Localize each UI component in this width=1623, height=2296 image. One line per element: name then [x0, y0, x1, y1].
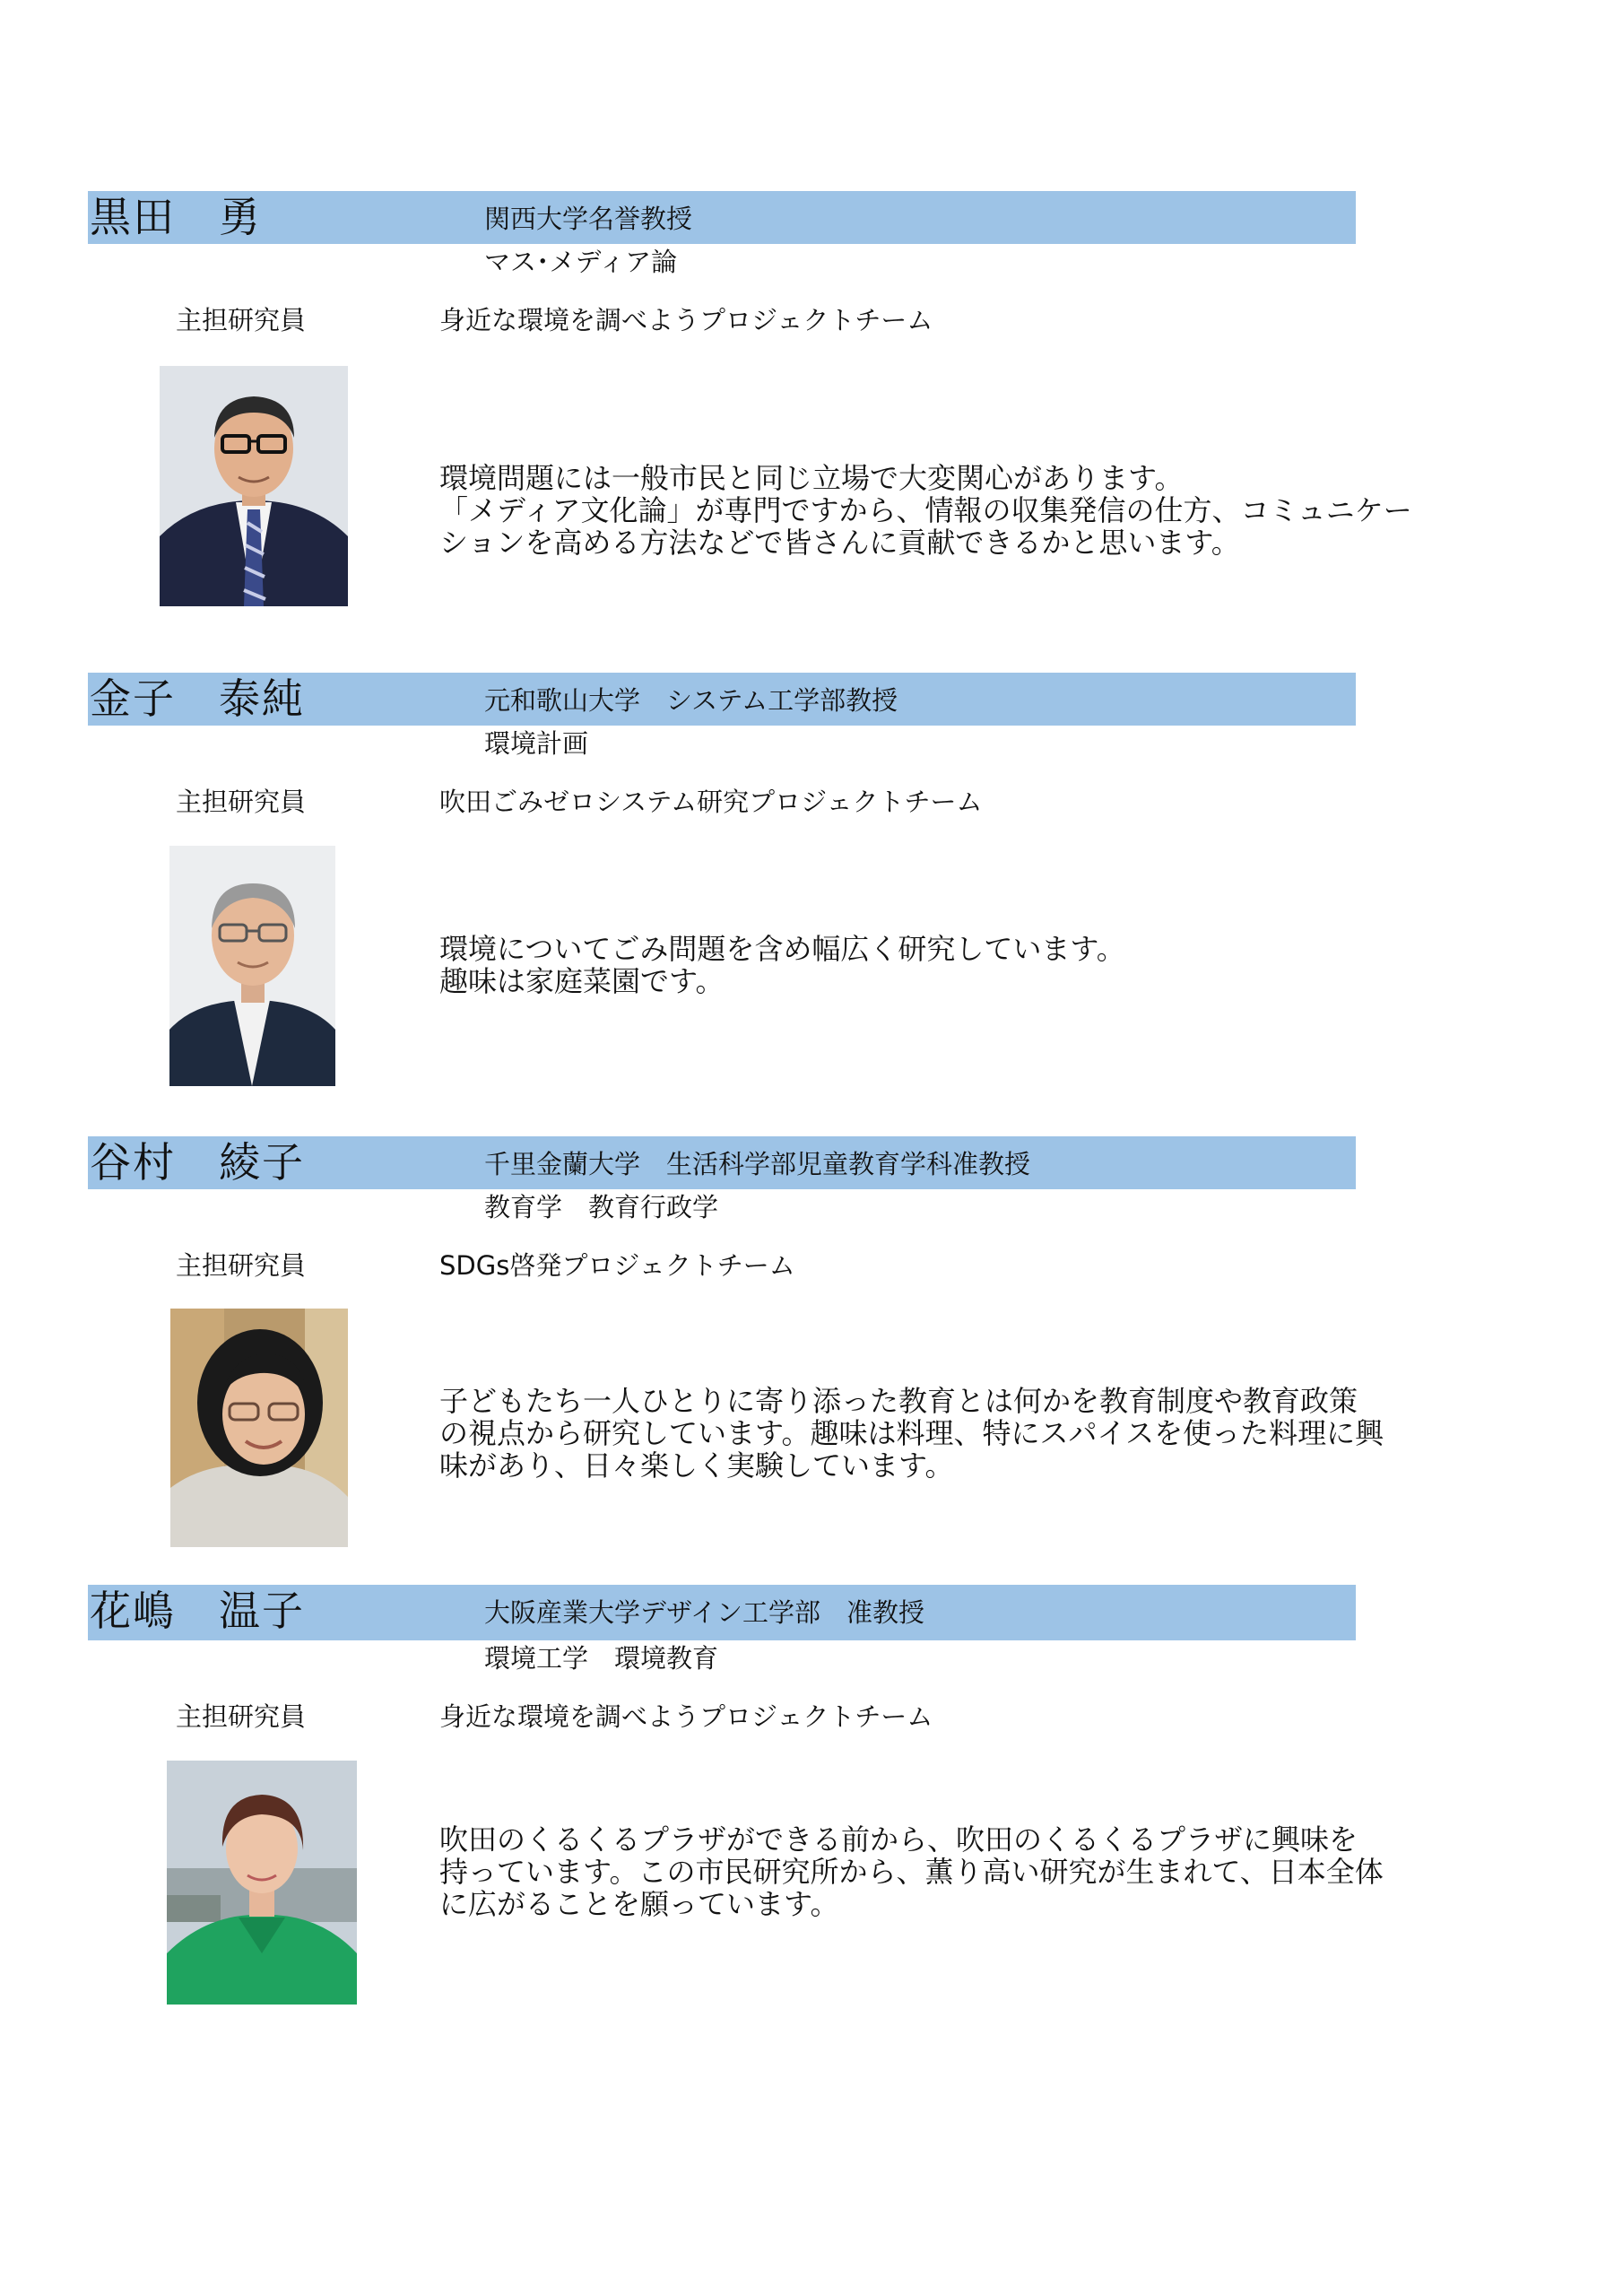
role-label: 主担研究員: [176, 787, 307, 817]
profile-card: [0, 191, 1623, 622]
person-name: 花嶋 温子: [90, 1587, 305, 1635]
portrait-photo: [169, 846, 335, 1086]
project-name: 身近な環境を調べようプロジェクトチーム: [439, 1701, 933, 1732]
research-field: 環境工学 環境教育: [484, 1643, 719, 1674]
bio-line: 吹田のくるくるプラザができる前から、吹田のくるくるプラザに興味を: [439, 1822, 1358, 1857]
bio-line: 味があり、日々楽しく実験しています。: [439, 1448, 954, 1483]
person-name: 金子 泰純: [90, 674, 305, 723]
bio-line: 「メディア文化論」が専門ですから、情報の収集発信の仕方、コミュニケー: [439, 493, 1412, 527]
bio-line: 環境問題には一般市民と同じ立場で大変関心があります。: [439, 461, 1184, 495]
portrait-photo: [170, 1309, 348, 1547]
profile-card: [0, 673, 1623, 1103]
profile-card: [0, 1585, 1623, 2015]
affiliation: 大阪産業大学デザイン工学部 准教授: [484, 1597, 924, 1628]
profile-card: [0, 1136, 1623, 1567]
bio-line: 趣味は家庭菜園です。: [439, 964, 725, 998]
research-field: 環境計画: [484, 728, 589, 759]
bio-line: 環境についてごみ問題を含め幅広く研究しています。: [439, 932, 1125, 966]
bio-text: [439, 1384, 1384, 1483]
bio-line: 持っています。この市民研究所から、薫り高い研究が生まれて、日本全体: [439, 1855, 1384, 1889]
research-field: マス･メディア論: [484, 247, 678, 277]
bio-text: [439, 933, 1354, 997]
affiliation: 千里金蘭大学 生活科学部児童教育学科准教授: [484, 1149, 1031, 1179]
portrait-photo: [160, 366, 348, 606]
bio-line: の視点から研究しています。趣味は料理、特にスパイスを使った料理に興: [439, 1416, 1384, 1450]
role-label: 主担研究員: [176, 1250, 307, 1281]
person-name: 黒田 勇: [90, 193, 262, 241]
affiliation: 関西大学名誉教授: [484, 204, 693, 234]
bio-text: [439, 1822, 1384, 1921]
project-name: 吹田ごみゼロシステム研究プロジェクトチーム: [439, 787, 983, 817]
bio-line: に広がることを願っています。: [439, 1887, 839, 1921]
project-name: 身近な環境を調べようプロジェクトチーム: [439, 305, 933, 335]
person-name: 谷村 綾子: [90, 1138, 305, 1187]
role-label: 主担研究員: [176, 1701, 307, 1732]
research-field: 教育学 教育行政学: [484, 1192, 719, 1222]
role-label: 主担研究員: [176, 305, 307, 335]
bio-line: 子どもたち一人ひとりに寄り添った教育とは何かを教育制度や教育政策: [439, 1384, 1358, 1418]
affiliation: 元和歌山大学 システム工学部教授: [484, 685, 898, 716]
name-header-bar: [88, 191, 1356, 244]
project-name: SDGs啓発プロジェクトチーム: [439, 1250, 795, 1281]
portrait-photo: [167, 1761, 357, 2005]
bio-line: ションを高める方法などで皆さんに貢献できるかと思います。: [439, 526, 1240, 560]
bio-text: [439, 461, 1412, 560]
